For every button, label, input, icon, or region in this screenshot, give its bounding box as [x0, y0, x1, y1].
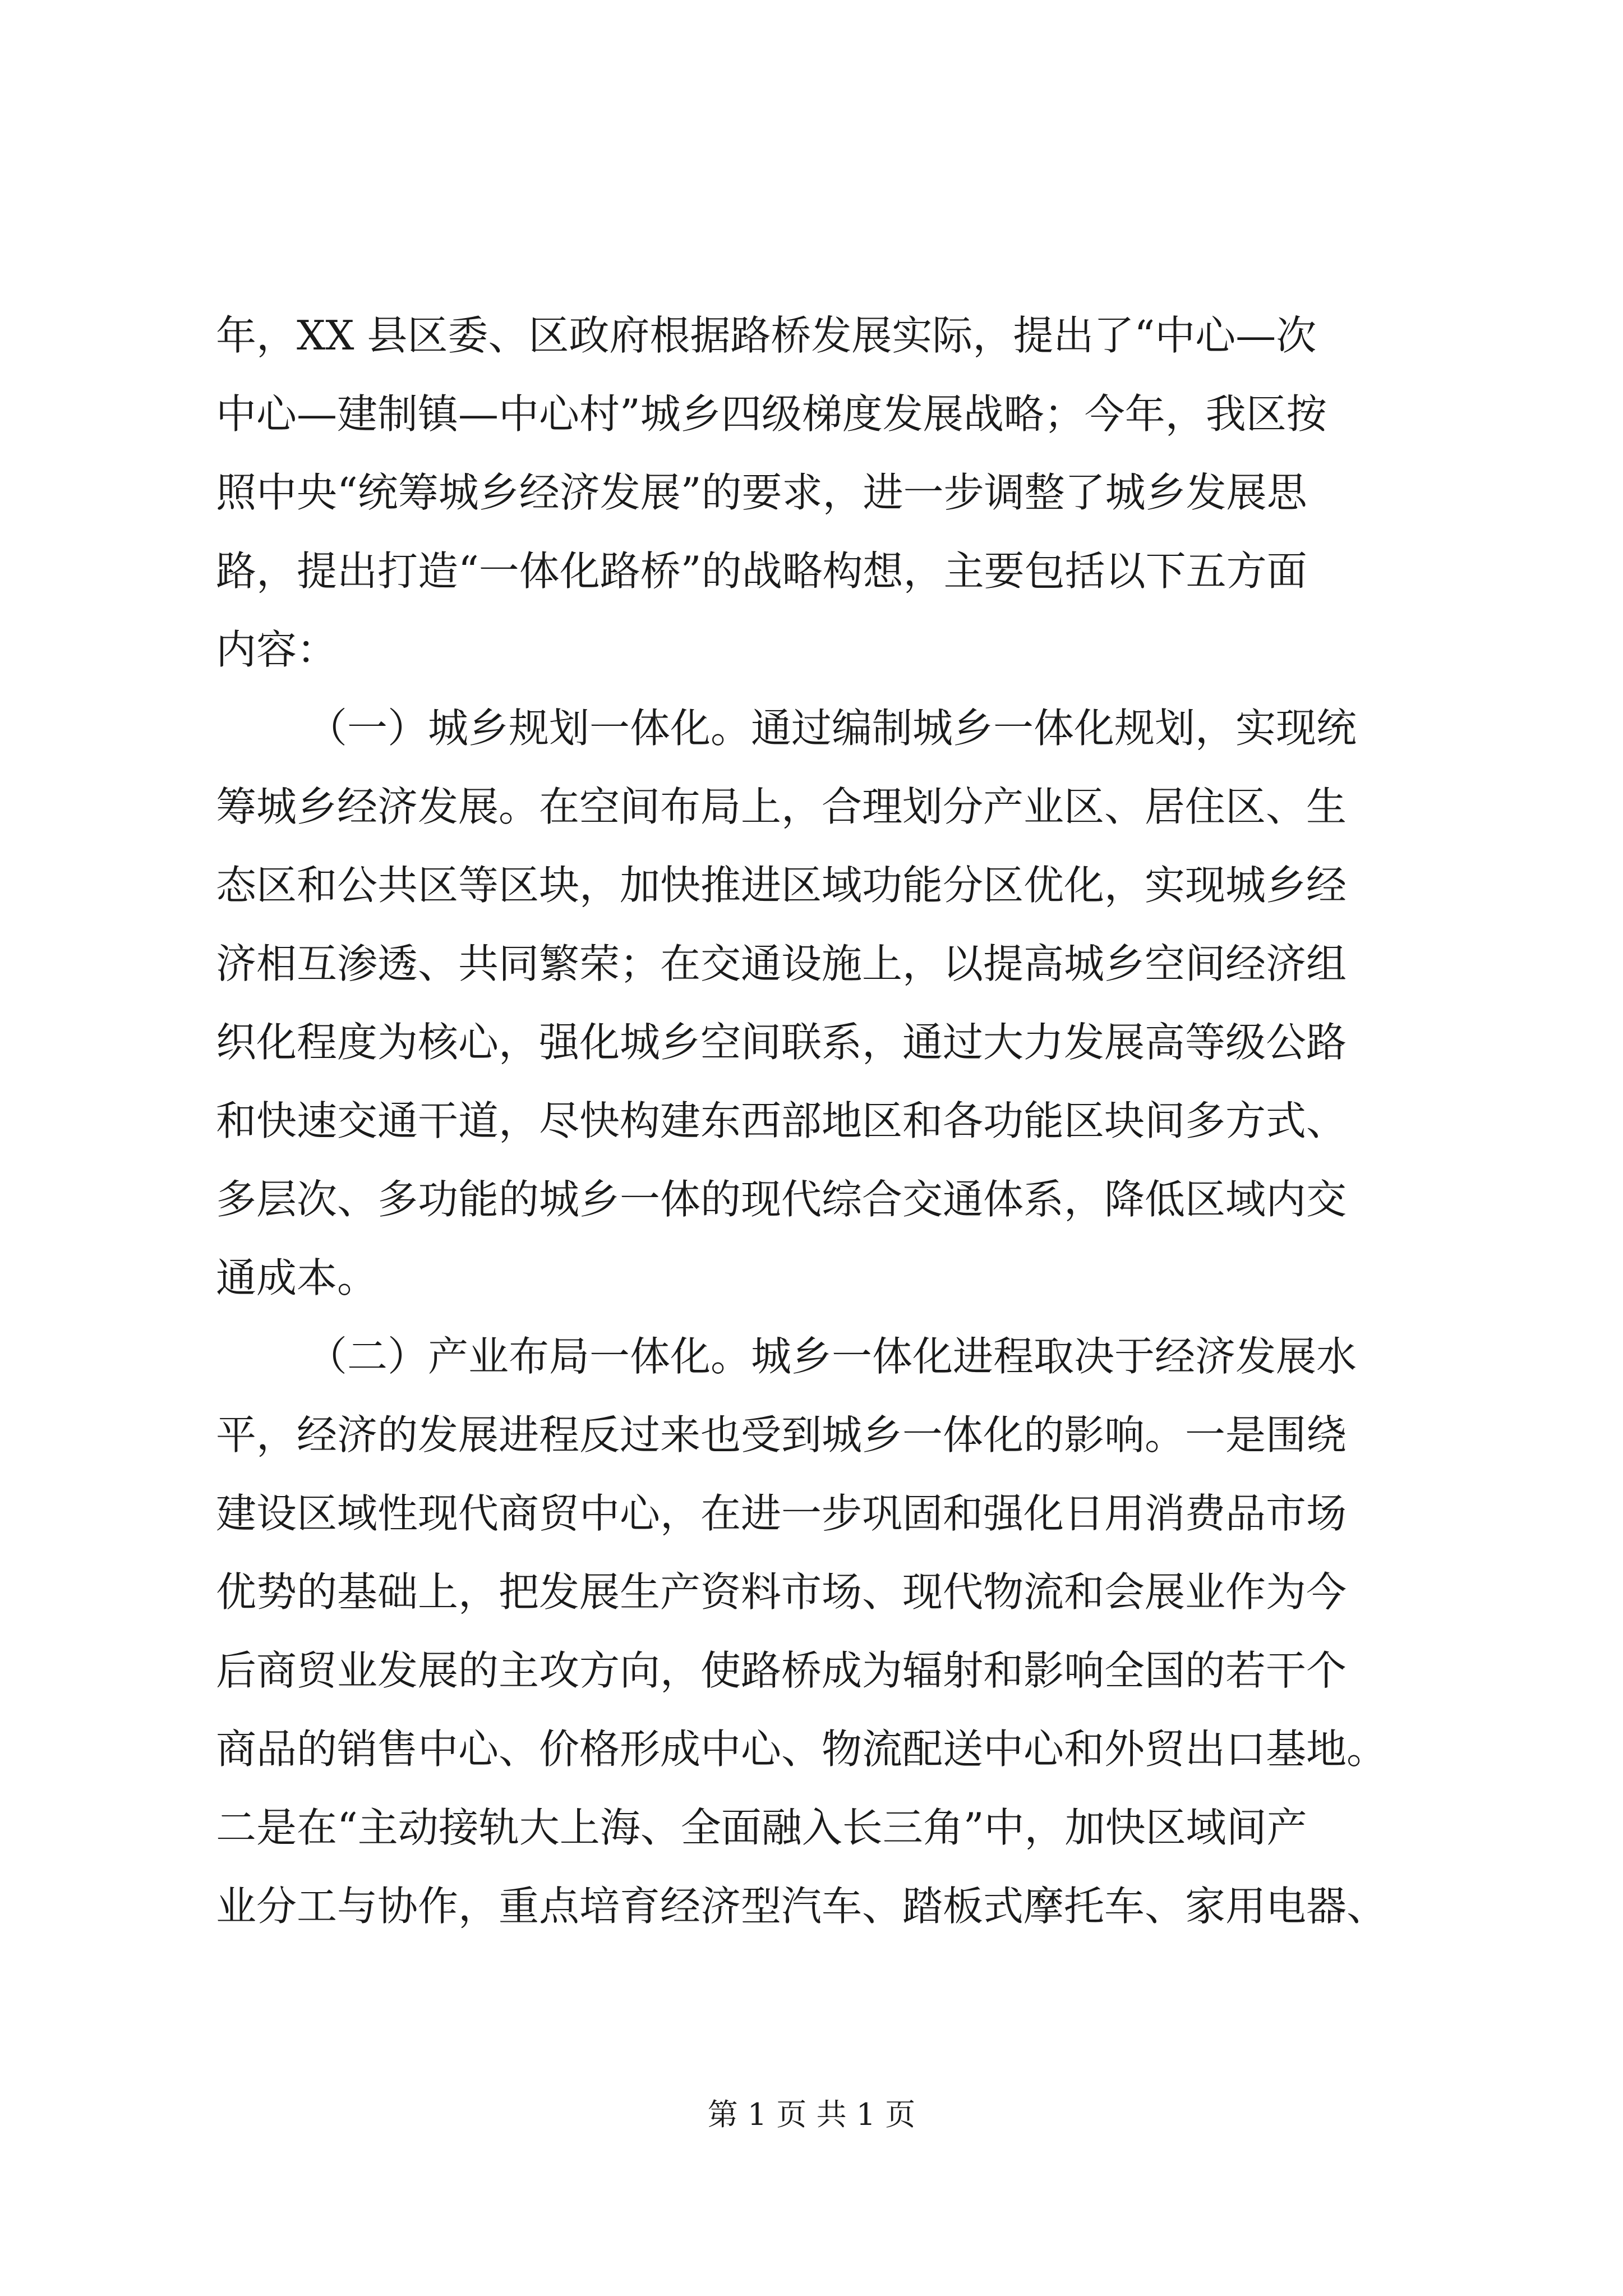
text-line-15: 平，经济的发展进程反过来也受到城乡一体化的影响。一是围绕 — [216, 1411, 1347, 1458]
text-line-7: 筹城乡经济发展。在空间布局上，合理划分产业区、居住区、生 — [216, 783, 1347, 830]
text-line-2: 中心—建制镇—中心村”城乡四级梯度发展战略；今年，我区按 — [216, 390, 1327, 438]
section-heading-1: （一）城乡规划一体化。通过编制城乡一体化规划，实现统 — [307, 705, 1357, 752]
text-line-9: 济相互渗透、共同繁荣；在交通设施上，以提高城乡空间经济组 — [216, 940, 1347, 987]
text-line-3: 照中央“统筹城乡经济发展”的要求，进一步调整了城乡发展思 — [216, 469, 1307, 516]
page-footer: 第 1 页 共 1 页 — [707, 2097, 916, 2132]
text-line-20: 二是在“主动接轨大上海、全面融入长三角”中，加快区域间产 — [216, 1804, 1307, 1851]
document-body — [216, 296, 1438, 1945]
text-line-16: 建设区域性现代商贸中心，在进一步巩固和强化日用消费品市场 — [216, 1490, 1347, 1537]
text-line-17: 优势的基础上，把发展生产资料市场、现代物流和会展业作为今 — [216, 1568, 1347, 1616]
text-line-5: 内容： — [216, 626, 338, 673]
text-line-1: 年，XX 县区委、区政府根据路桥发展实际，提出了“中心—次 — [216, 312, 1317, 359]
text-line-18: 后商贸业发展的主攻方向，使路桥成为辐射和影响全国的若干个 — [216, 1647, 1347, 1694]
text-line-10: 织化程度为核心，强化城乡空间联系，通过大力发展高等级公路 — [216, 1019, 1347, 1066]
text-line-11: 和快速交通干道，尽快构建东西部地区和各功能区块间多方式、 — [216, 1097, 1347, 1144]
text-line-12: 多层次、多功能的城乡一体的现代综合交通体系，降低区域内交 — [216, 1176, 1347, 1223]
text-line-8: 态区和公共区等区块，加快推进区域功能分区优化，实现城乡经 — [216, 862, 1347, 909]
text-line-13: 通成本。 — [216, 1254, 378, 1301]
text-line-19: 商品的销售中心、价格形成中心、物流配送中心和外贸出口基地。 — [216, 1726, 1387, 1773]
text-line-21: 业分工与协作，重点培育经济型汽车、踏板式摩托车、家用电器、 — [216, 1883, 1387, 1930]
text-line-4: 路，提出打造“一体化路桥”的战略构想，主要包括以下五方面 — [216, 547, 1307, 595]
section-heading-2: （二）产业布局一体化。城乡一体化进程取决于经济发展水 — [307, 1333, 1357, 1380]
